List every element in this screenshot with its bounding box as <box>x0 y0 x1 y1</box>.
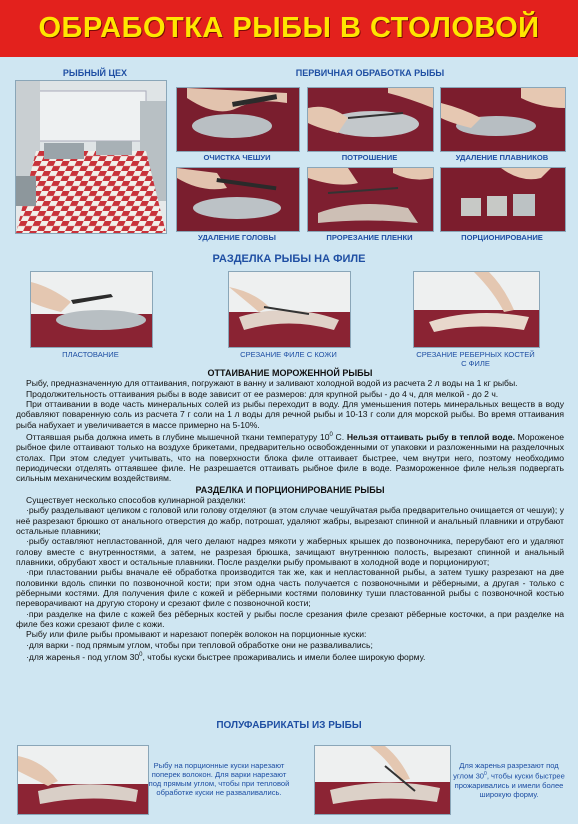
cutting-paragraph-5: Рыбу или филе рыбы промывают и нарезают поперёк волокон на порционные куски: <box>26 629 367 640</box>
caption-boiling-cut: Рыбу на порционные куски нарезают поперек волокон. Для варки нарезают под прямым углом, чтобы при тепловой обработке куски не разваливались. <box>148 761 290 797</box>
cutting-intro: Существует несколько способов кулинарной разделки: <box>26 494 246 505</box>
thawing-paragraph-2: Продолжительность оттаивания рыбы в воде зависит от ее размеров: для крупной рыбы - до 4 ч, для мелкой - до 2 ч. <box>26 388 499 399</box>
primary-processing-heading: ПЕРВИЧНАЯ ОБРАБОТКА РЫБЫ <box>295 68 445 78</box>
photo-fin-removal <box>440 87 566 152</box>
thawing-paragraph-4: Оттаявшая рыба должна иметь в глубине мышечной ткани температуру $10^0$ С. Нельзя оттаивать рыбу в теплой воде. Мороженое рыбное филе оттаивают только на воздухе брикетами, предварительно освобожденными от упаковки и разложенными на разделочных столах. При этом следует учитывать, что на поверхности блока филе оттаивает быстрее, чем внутри него, поэтому необходимо периодически отделять оттаявшее филе. Не разрешается оттаивать рыбное филе в воде. Размороженное филе нельзя подвергать сильным механическим воздействиям. <box>16 431 564 484</box>
cutting-bullet-2: ·рыбу оставляют непластованной, для чего делают надрез мякоти у жаберных крышек до позвоночника, перерубают его и удаляют голову вместе с внутренностями, а затем, не разрезая брюшка, зачищают внутреннюю полость, вырезают спинной и анальный плавники, обрубают хвост и остальные плавники. После разделки рыбу промывают в холодной воде и порционируют; <box>16 536 564 568</box>
thawing-block <box>16 368 564 662</box>
caption-gutting: ПОТРОШЕНИЕ <box>341 153 398 162</box>
semi-finished-heading: ПОЛУФАБРИКАТЫ ИЗ РЫБЫ <box>216 720 362 731</box>
thawing-paragraph-3: При оттаивании в воде часть минеральных солей из рыбы переходит в воду. Для уменьшения потерь минеральных веществ в воду добавляют поваренную соль из расчета 7 г соли на 1 л воды для речной рыбы и 10-13 г соли для морской рыбы. Во время оттаивания рыба набухает и увеличивается в массе примерно на 5-10%. <box>16 399 564 430</box>
photo-boiling-cut <box>17 745 149 815</box>
fish-shop-illustration <box>15 80 167 234</box>
photo-descaling <box>176 87 300 152</box>
poster-title: ОБРАБОТКА РЫБЫ В СТОЛОВОЙ <box>38 12 540 44</box>
photo-portioning <box>440 167 566 232</box>
caption-fin-removal: УДАЛЕНИЕ ПЛАВНИКОВ <box>455 153 549 162</box>
caption-frying-cut: Для жаренья разрезают под углом $30^0$, чтобы куски быстрее прожаривались и имели более широкую форму. <box>453 761 565 799</box>
fish-shop-heading: РЫБНЫЙ ЦЕХ <box>62 68 128 78</box>
caption-portioning: ПОРЦИОНИРОВАНИЕ <box>461 233 543 242</box>
title-banner <box>0 0 578 57</box>
caption-film-cutting: ПРОРЕЗАНИЕ ПЛЕНКИ <box>326 233 413 242</box>
cutting-heading: РАЗДЕЛКА И ПОРЦИОНИРОВАНИЕ РЫБЫ <box>195 484 385 495</box>
caption-descaling: ОЧИСТКА ЧЕШУИ <box>203 153 271 162</box>
photo-rib-removal <box>413 271 540 348</box>
cutting-bullet-3: ·при пластовании рыбы вначале её обработка производится так же, как и непластованной рыбы, а затем тушку разрезают на две половинки вдоль спинки по позвоночной кости; при этом одна часть получается с позвоночными и рёберными, а другая - только с рёберными костями. Для получения филе с кожей и рёберными костями половинку туши пластованной рыбы с позвоночной костью переворачивают на другую сторону и срезают филе с позвоночной кости; <box>16 567 564 609</box>
thawing-heading: ОТТАИВАНИЕ МОРОЖЕННОЙ РЫБЫ <box>207 368 373 378</box>
photo-head-removal <box>176 167 300 232</box>
cutting-bullet-5: ·для варки - под прямым углом, чтобы при тепловой обработке они не разваливались; <box>26 639 373 650</box>
photo-skin-removal <box>228 271 351 348</box>
cutting-bullet-1: ·рыбу разделывают целиком с головой или голову отделяют (в этом случае чешуйчатая рыба предварительно очищается от чешуи); у неё разрезают брюшко от анального отверстия до жабр, потрошат, удаляют жабры, вырезают спинной и анальный плавники и отрубают остальные плавники; <box>16 505 564 537</box>
photo-filleting <box>30 271 153 348</box>
cutting-bullet-6: ·для жаренья - под углом $30^0$, чтобы куски быстрее прожаривались и имели более широкую форму. <box>26 652 426 662</box>
caption-rib-removal: СРЕЗАНИЕ РЕБЕРНЫХ КОСТЕЙ С ФИЛЕ <box>416 350 535 368</box>
photo-frying-cut <box>314 745 451 815</box>
photo-film-cutting <box>307 167 434 232</box>
cutting-bullet-4: ·при разделке на филе с кожей без рёберных костей у рыбы после срезания филе срезают рёберные косточки, а при разделке на филе без кожи срезают филе с кожи. <box>16 608 564 630</box>
caption-filleting: ПЛАСТОВАНИЕ <box>62 350 119 359</box>
fillet-heading: РАЗДЕЛКА РЫБЫ НА ФИЛЕ <box>212 253 366 265</box>
caption-skin-removal: СРЕЗАНИЕ ФИЛЕ С КОЖИ <box>240 350 337 359</box>
caption-head-removal: УДАЛЕНИЕ ГОЛОВЫ <box>198 233 276 242</box>
photo-gutting <box>307 87 434 152</box>
thawing-paragraph-1: Рыбу, предназначенную для оттаивания, погружают в ванну и заливают холодной водой из расчета 2 л воды на 1 кг рыбы. <box>26 378 518 389</box>
